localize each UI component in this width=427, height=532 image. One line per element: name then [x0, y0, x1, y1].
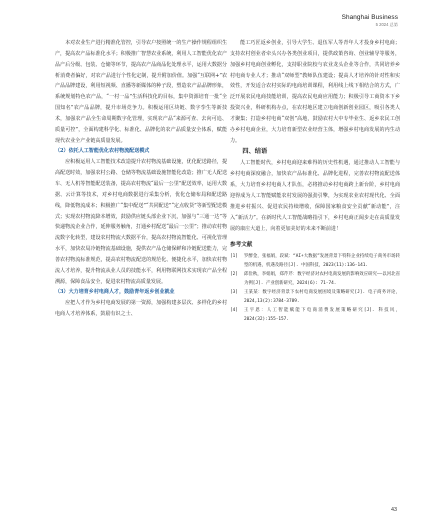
reference-number: [1] — [230, 254, 238, 260]
reference-number: [2] — [230, 272, 238, 278]
references-list — [230, 252, 400, 324]
paragraph: 本对农业生产进行精准化管控，引导农户按照统一的生产操作规程组织生产，提高农产品标准化水平；积极推广智慧农业系统，利用人工智能优化农产品产后分级、包装、仓储等环节，提高农产品商品化处理水平，运用大数据分析消费者偏好，对农产品进行个性化定制，提升附加价值。加强“互联网+”农产品品牌建设，利用短视频、直播等新媒体的种子段，塑造农产品品牌形象，系统规划特色农产品，“一村一品”生活科技化的目标，集中资源培育一批“全国知名”农产品品牌，提升市场竞争力。积极运用区块链、数字孪生等新技术，加强农产品全生命周期数字化管理，实现农产品“来源可查、去向可追、质量可控”，全面构建科学化、标准化、品牌化的农产品质量安全体系，赋能现代农业全产业链高质量发展。 — [55, 40, 227, 144]
conclusion-heading: 四、结语 — [242, 148, 268, 156]
section-heading: （2）依托人工智能优化农村物流配送模式 — [55, 148, 150, 155]
reference-item — [230, 306, 400, 324]
reference-item — [230, 270, 400, 288]
references-title: 参考文献 — [230, 242, 253, 249]
paragraph: 应把人才作为乡村电商发展的第一资源，加强构建多层次、多样化的乡村电商人才培养体系，鼓励有识之士、 — [55, 300, 227, 318]
right-column — [230, 38, 400, 324]
reference-text: 王宇恩：人工智能赋能下电商消费发展策略研究[J]. 科技风，2024(32):155-157. — [244, 308, 400, 323]
paragraph: 人工智能时代，乡村电商迎来难得的历史性机遇，通过推动人工智能与乡村电商深度融合，加快农产品标准化、品牌化进程，完善农村物流配送体系，大力培育乡村电商人才队伍，必将推动乡村电商跨上新台阶，乡村电商迎得成为人工智能赋能农村发展的强劲引擎，为实现农业农村现代化、全面推进乡村振兴、促进农民持续增收，保障国家粮食安全贡献“新动能”，注入“新活力”。在新时代人工智能战略指引下，乡村电商正阔步走在高质量发展的康庄大道上，向着更加美好的未来不断前进！ — [230, 160, 400, 232]
journal-title: Shanghai Business — [341, 14, 398, 21]
reference-text: 罗醉金，张福娟，段斌：“AI+大数据”发展背景下特科企业持续电子商务市场转型的机遇，机遇及路径[J]. 中国科技，2023(11):136-141. — [244, 254, 400, 269]
reference-text: 王某某：数字经济背景下农村电商发展困境及策略研究[J]. 电子商务评论，2024,13(2):3784-3789. — [244, 290, 400, 305]
paragraph: 能工巧匠返乡创业，引导大学生、退伍军人等青年人才投身乡村电商；支持农村创业者牵头兴办各类创业项目，提供政策咨询、创业辅导等服务，加强乡村电商创业孵化，支持职业院校与农业龙头企业等合作，共同培养乡村电商专业人才；推动“双师型”教师队伍建设；提高人才培养的针对性和实效性，开发适合农村实际的电商培训课程，利用线上线下相结合的方式，广泛开展农民电商技能培训，提高农民电商应用能力；积极引导工商资本下乡投资兴业，科研机构办点，在农村地区建立电商创新创业园区，吸引各类人才聚集；打造乡村电商“双创”高地，鼓励农村大中专毕业生、返乡农民工创办乡村电商企业，大力培育新型农业经营主体，增强乡村电商发展的内生动力。 — [230, 40, 400, 144]
paragraph: 应积极运用人工智能技术改造提升农村物流基础设施，优化配送路径，提高配送时效，加强农村公路、仓储等物流基础设施智能化改造；推广无人配送车、无人机等智能配送装备，提高农村物流“最后一公里”配送效率，运用大数据、云计算等技术，对乡村电商数据进行采集分析，优化仓储布局和配送路线，降低物流成本；积极推广“集中配送”“共同配送”“定点收货”等新型配送模式；实现农村物流降本增效，鼓励供应链头部企业下沉，加强与“三通一达”等快递物流企业合作，延伸服务触角，打通乡村配送“最后一公里”；推动农村物流数字化转型，建设农村物流大数据平台，提高农村物流智能化、可视化管理水平，加快农局冷链物流基础设施，提供农产品仓储保鲜和冷链配送能力，完善农村物流标准规范，提高农村物流配送的规范化、便捷化水平，加快农村物流人才培养，提升物流从业人员的技能水平，利用物联网技术实现农产品全程溯源，保障食品安全，促进农村物流高质量发展。 — [55, 159, 227, 285]
reference-item — [230, 288, 400, 306]
reference-item — [230, 252, 400, 270]
left-column — [55, 38, 227, 320]
reference-number: [3] — [230, 290, 238, 296]
reference-text: 邱俭秋，李娟娟，郑芹芹：数字经济对农村电商发展的影响效应研究——以河北省为例[J]. 产业创新研究，2024(6): 71-74. — [244, 272, 400, 287]
journal-header — [248, 14, 398, 28]
section-heading: （3）大力培育乡村电商人才，鼓励青年返乡创业就业 — [55, 289, 175, 296]
journal-issue: 5 2024 总第 — [375, 22, 398, 27]
reference-number: [4] — [230, 308, 238, 314]
page-number: 43 — [391, 507, 397, 513]
